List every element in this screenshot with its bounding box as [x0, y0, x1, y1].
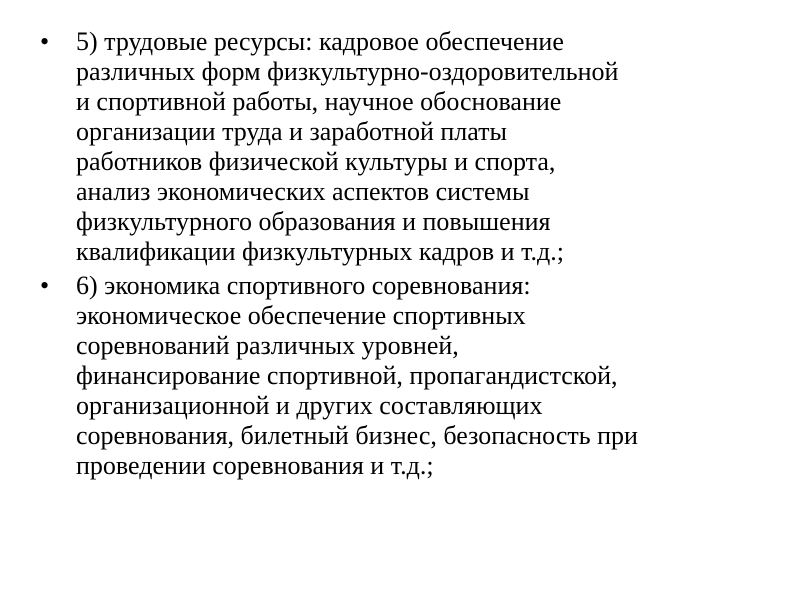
bullet-list	[0, 27, 800, 485]
text-line: и спортивной работы, научное обоснование	[76, 87, 562, 116]
text-line: организации труда и заработной платы	[76, 117, 507, 146]
text-line: различных форм физкультурно-оздоровительной	[76, 57, 619, 86]
text-line: квалификации физкультурных кадров и т.д.;	[76, 237, 564, 266]
text-line: анализ экономических аспектов системы	[76, 177, 530, 206]
bullet-dot-icon: •	[40, 27, 50, 56]
bullet-item-competition-economics	[0, 271, 800, 481]
bullet-item-labor-resources	[0, 27, 800, 267]
text-line: организационной и других составляющих	[76, 391, 543, 420]
text-line: 5) трудовые ресурсы: кадровое обеспечение	[76, 27, 564, 56]
text-line: экономическое обеспечение спортивных	[76, 301, 526, 330]
text-line: финансирование спортивной, пропагандистской,	[76, 361, 618, 390]
text-line: проведении соревнования и т.д.;	[76, 451, 434, 480]
text-line: физкультурного образования и повышения	[76, 207, 551, 236]
text-line: соревнований различных уровней,	[76, 331, 459, 360]
text-line: соревнования, билетный бизнес, безопасность при	[76, 421, 638, 450]
text-line: 6) экономика спортивного соревнования:	[76, 271, 531, 300]
text-line: работников физической культуры и спорта,	[76, 147, 556, 176]
bullet-dot-icon: •	[40, 271, 50, 300]
